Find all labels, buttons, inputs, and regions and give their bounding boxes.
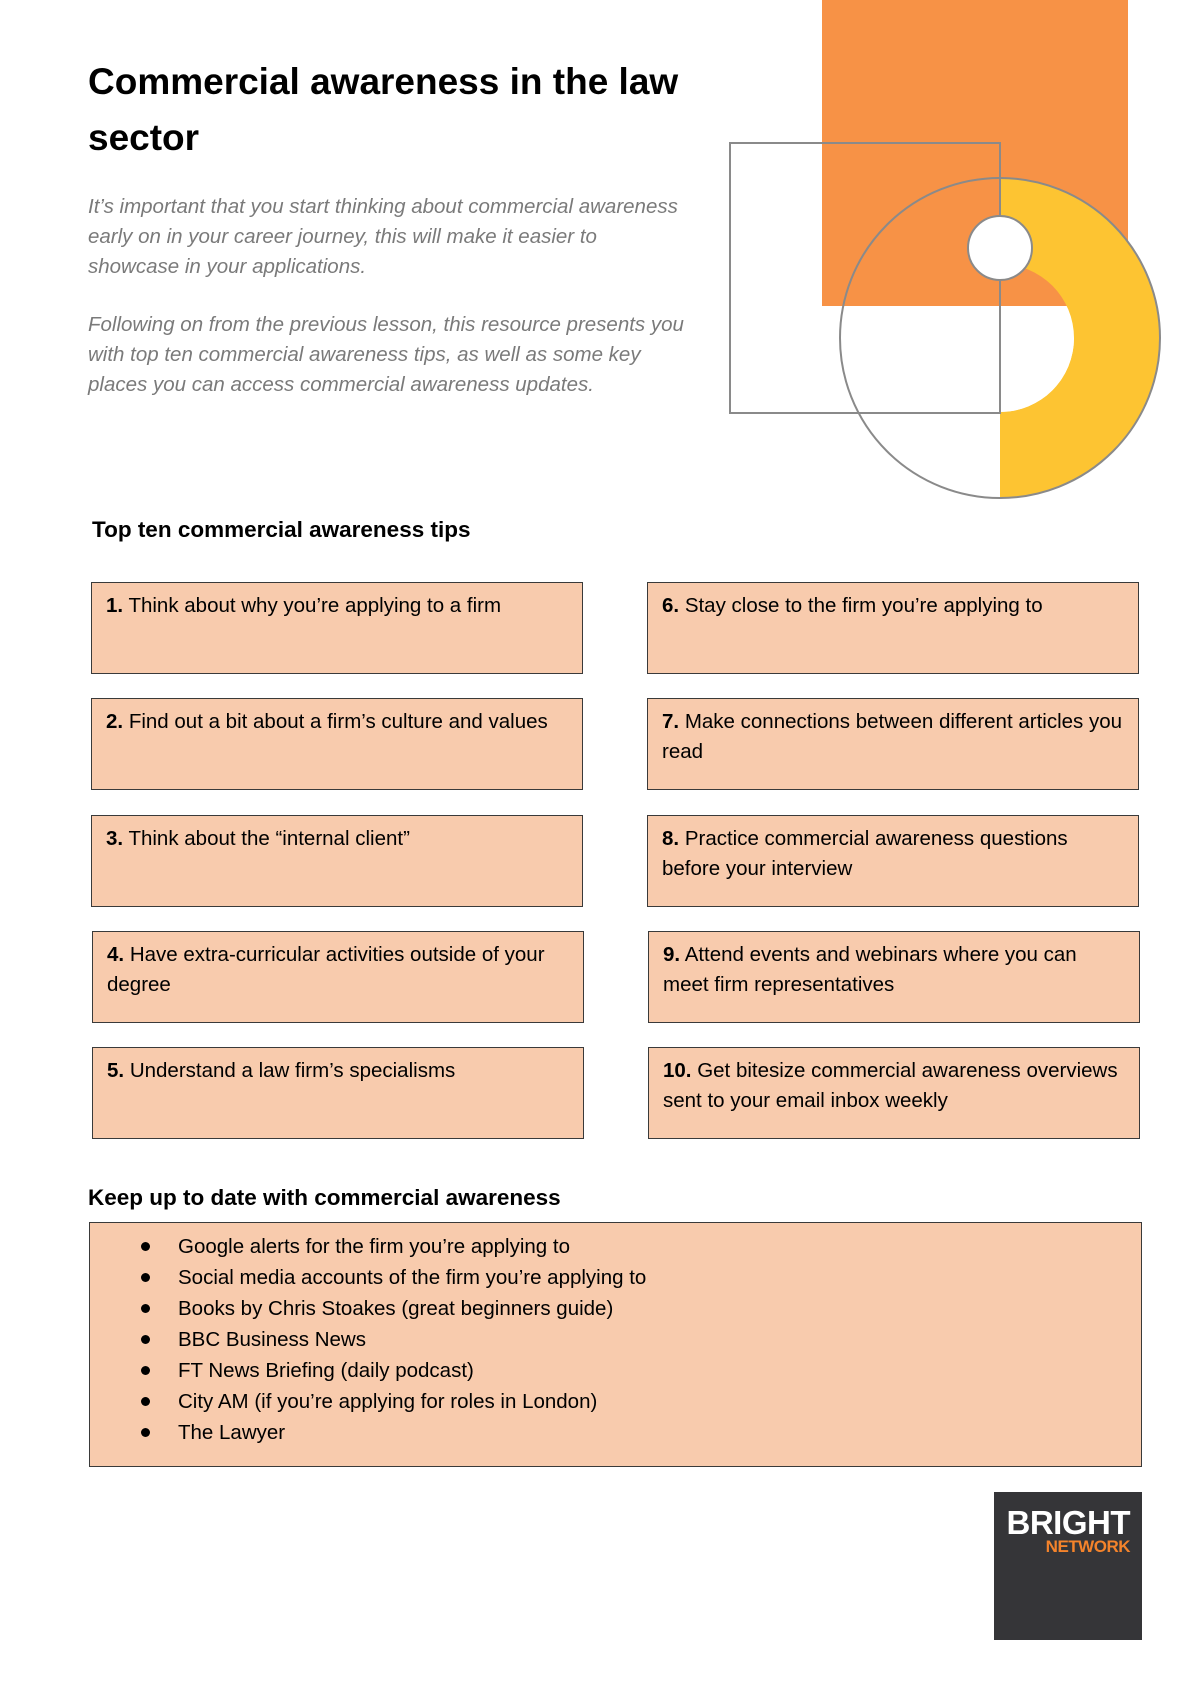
list-item [90, 1324, 1141, 1355]
tip-box [648, 1047, 1140, 1139]
intro-paragraph: Following on from the previous lesson, this resource presents you with top ten commercial awareness tips, as well as some key places you can access commercial awareness updates. [88, 313, 684, 396]
tip-number: 5. [107, 1059, 125, 1082]
tip-text: Stay close to the firm you’re applying to [684, 594, 1043, 617]
tip-text: Attend events and webinars where you can meet firm representatives [663, 943, 1077, 996]
page-title: Commercial awareness in the law sector [88, 61, 679, 158]
list-item [90, 1386, 1141, 1417]
list-item-text: BBC Business News [178, 1328, 366, 1351]
bullet-icon [141, 1335, 150, 1344]
tip-box [647, 698, 1139, 790]
updates-list [90, 1231, 1141, 1448]
tip-text: Understand a law firm’s specialisms [129, 1059, 456, 1082]
tip-text: Get bitesize commercial awareness overviews sent to your email inbox weekly [663, 1059, 1118, 1112]
bullet-icon [141, 1273, 150, 1282]
tip-number: 2. [106, 710, 124, 733]
list-item [90, 1417, 1141, 1448]
logo-wordmark: BRIGHT [1006, 1504, 1130, 1541]
tip-box [91, 582, 583, 674]
tip-text: Find out a bit about a firm’s culture and values [128, 710, 548, 733]
decorative-shapes-graphic [720, 0, 1180, 500]
tip-text: Think about the “internal client” [128, 827, 410, 850]
bullet-icon [141, 1428, 150, 1437]
tip-number: 6. [662, 594, 680, 617]
tip-number: 8. [662, 827, 680, 850]
tip-text: Have extra-curricular activities outside of your degree [107, 943, 545, 996]
tip-box [92, 931, 584, 1023]
logo-subtitle: NETWORK [1045, 1537, 1130, 1556]
tip-box [647, 582, 1139, 674]
tip-number: 3. [106, 827, 124, 850]
updates-box [89, 1222, 1142, 1467]
list-item-text: FT News Briefing (daily podcast) [178, 1359, 474, 1382]
small-circle-shape [968, 216, 1032, 280]
list-item-text: The Lawyer [178, 1421, 286, 1444]
list-item [90, 1355, 1141, 1386]
tip-text: Make connections between different articles you read [662, 710, 1123, 763]
tip-number: 9. [663, 943, 681, 966]
bullet-icon [141, 1366, 150, 1375]
tip-number: 1. [106, 594, 124, 617]
tip-box [91, 698, 583, 790]
tip-box [91, 815, 583, 907]
bullet-icon [141, 1242, 150, 1251]
tips-heading: Top ten commercial awareness tips [92, 517, 471, 542]
list-item [90, 1293, 1141, 1324]
bright-network-logo [994, 1492, 1142, 1640]
tip-box [647, 815, 1139, 907]
list-item-text: Books by Chris Stoakes (great beginners guide) [178, 1297, 614, 1320]
list-item-text: Social media accounts of the firm you’re applying to [178, 1266, 647, 1289]
tip-text: Practice commercial awareness questions before your interview [662, 827, 1068, 880]
list-item-text: City AM (if you’re applying for roles in London) [178, 1390, 598, 1413]
list-item [90, 1231, 1141, 1262]
tip-text: Think about why you’re applying to a firm [128, 594, 502, 617]
tip-box [92, 1047, 584, 1139]
bullet-icon [141, 1397, 150, 1406]
updates-heading: Keep up to date with commercial awareness [88, 1185, 561, 1210]
tip-number: 10. [663, 1059, 692, 1082]
bullet-icon [141, 1304, 150, 1313]
tip-number: 4. [107, 943, 125, 966]
intro-paragraph: It’s important that you start thinking about commercial awareness early on in your career journey, this will make it easier to showcase in your applications. [88, 195, 678, 278]
tip-box [648, 931, 1140, 1023]
tip-number: 7. [662, 710, 680, 733]
list-item [90, 1262, 1141, 1293]
list-item-text: Google alerts for the firm you’re applying to [178, 1235, 570, 1258]
